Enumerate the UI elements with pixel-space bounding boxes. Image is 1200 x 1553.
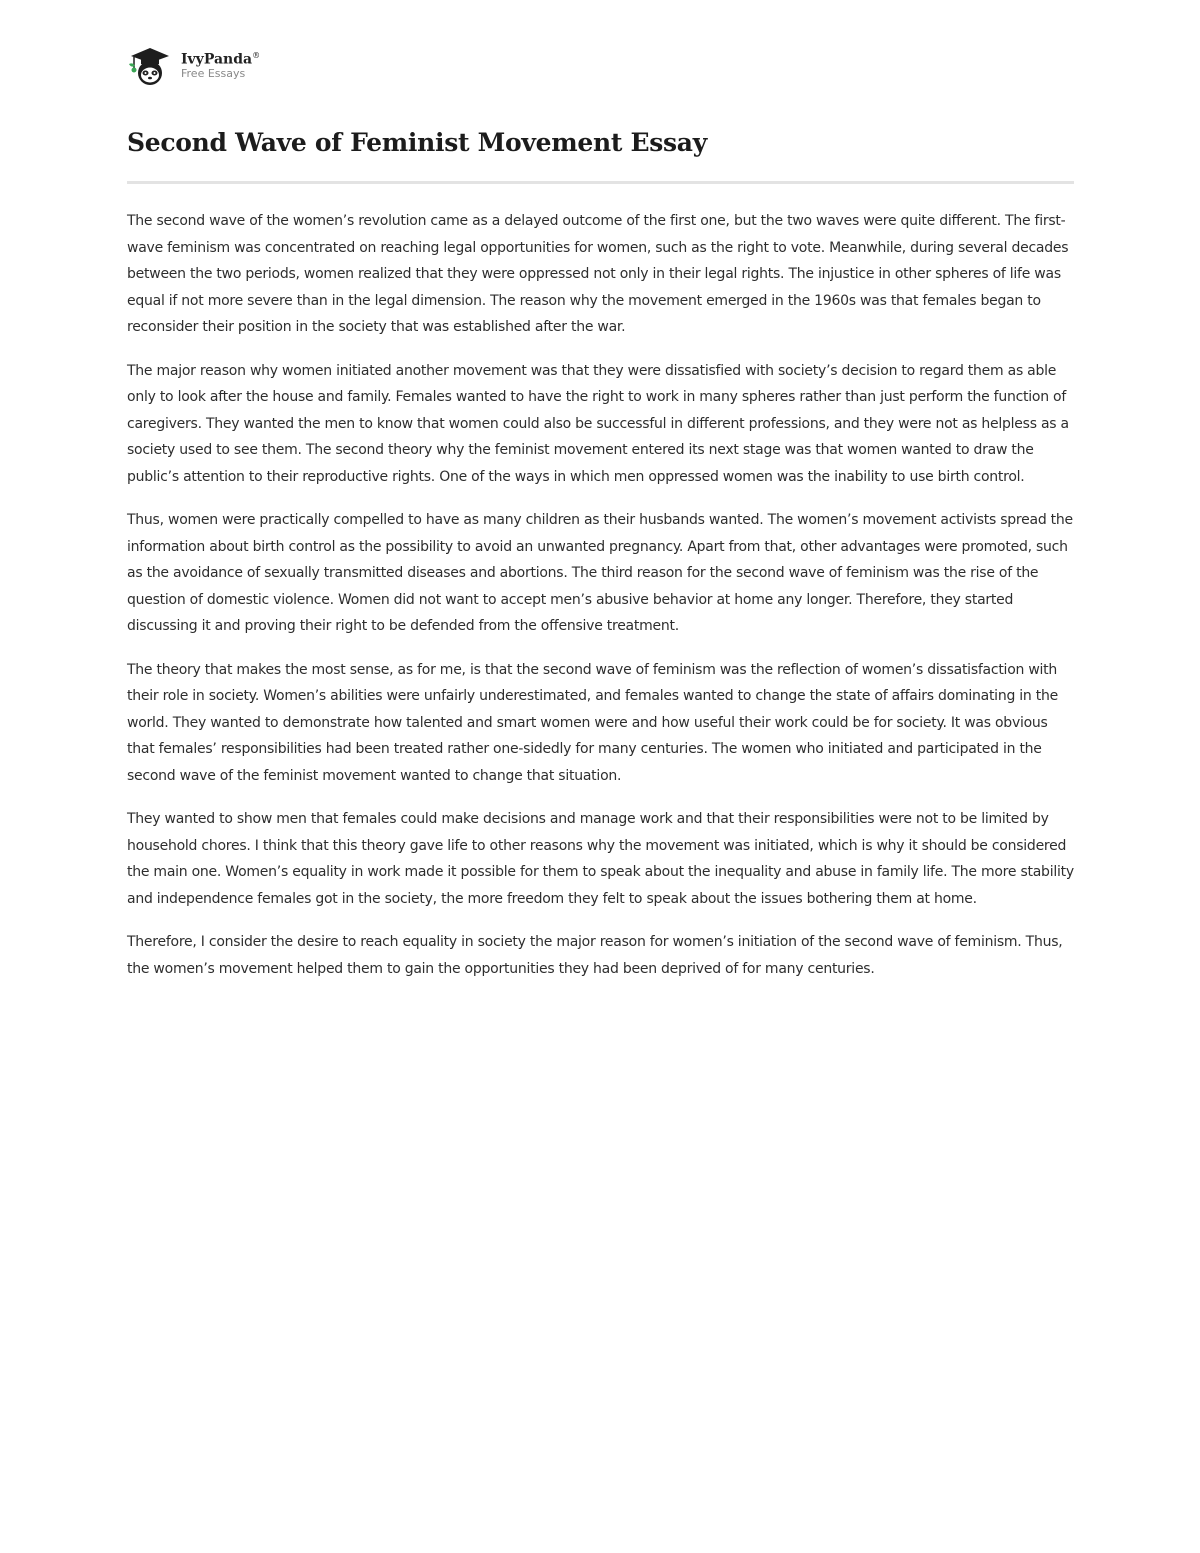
paragraph-3: Thus, women were practically compelled to have as many children as their husbands wanted. The women’s movement activists spread the information about birth control as the possibility to avoid an unwanted pregnancy. Apart from that, other advantages were promoted, such as the avoidance of sexually transmitted diseases and abortions. The third reason for the second wave of feminism was the rise of the question of domestic violence. Women did not want to accept men’s abusive behavior at home any longer. Therefore, they started discussing it and proving their right to be defended from the offensive treatment. <box>127 512 1073 634</box>
paragraph-2: The major reason why women initiated another movement was that they were dissatisfied with society’s decision to regard them as able only to look after the house and family. Females wanted to have the right to work in many spheres rather than just perform the function of caregivers. They wanted the men to know that women could also be successful in different professions, and they were not as helpless as a society used to see them. The second theory why the feminist movement entered its next stage was that women wanted to draw the public’s attention to their reproductive rights. One of the ways in which men oppressed women was the inability to use birth control. <box>127 362 1069 485</box>
logo-name: IvyPanda® <box>181 50 261 68</box>
essay-body <box>127 208 1074 982</box>
ivypanda-logo[interactable] <box>127 44 1074 88</box>
panda-graduate-icon <box>127 44 173 88</box>
essay-title: Second Wave of Feminist Movement Essay <box>127 128 707 157</box>
logo-text <box>181 52 260 80</box>
logo-subtitle: Free Essays <box>181 66 246 80</box>
title-divider <box>127 181 1074 184</box>
paragraph-1: The second wave of the women’s revolution came as a delayed outcome of the first one, but the two waves were quite different. The first-wave feminism was concentrated on reaching legal opportunities for women, such as the right to vote. Meanwhile, during several decades between the two periods, women realized that they were oppressed not only in their legal rights. The injustice in other spheres of life was equal if not more severe than in the legal dimension. The reason why the movement emerged in the 1960s was that females began to reconsider their position in the society that was established after the war. <box>127 213 1069 335</box>
page <box>127 44 1074 999</box>
paragraph-6: Therefore, I consider the desire to reach equality in society the major reason for women’s initiation of the second wave of feminism. Thus, the women’s movement helped them to gain the opportunities they had been deprived of for many centuries. <box>127 934 1063 977</box>
registered-mark: ® <box>252 50 261 60</box>
paragraph-4: The theory that makes the most sense, as for me, is that the second wave of feminism was the reflection of women’s dissatisfaction with their role in society. Women’s abilities were unfairly underestimated, and females wanted to change the state of affairs dominating in the world. They wanted to demonstrate how talented and smart women were and how useful their work could be for society. It was obvious that females’ responsibilities had been treated rather one-sidedly for many centuries. The women who initiated and participated in the second wave of the feminist movement wanted to change that situation. <box>127 661 1058 784</box>
paragraph-5: They wanted to show men that females could make decisions and manage work and that their responsibilities were not to be limited by household chores. I think that this theory gave life to other reasons why the movement was initiated, which is why it should be considered the main one. Women’s equality in work made it possible for them to speak about the inequality and abuse in family life. The more stability and independence females got in the society, the more freedom they felt to speak about the issues bothering them at home. <box>127 811 1074 907</box>
